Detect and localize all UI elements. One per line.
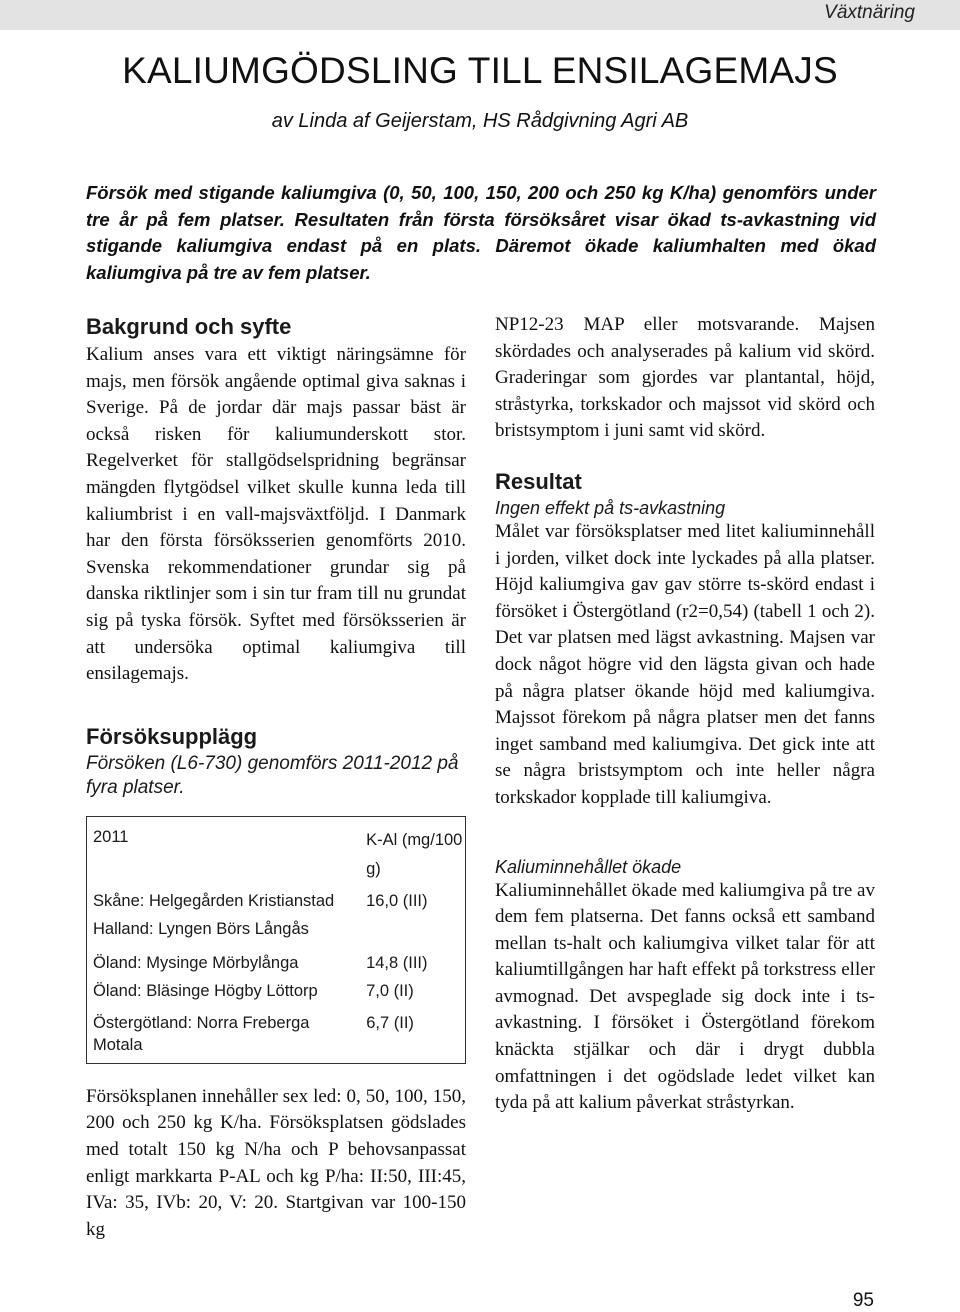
byline: av Linda af Geijerstam, HS Rådgivning Agri AB (271, 110, 689, 132)
lead-paragraph (86, 180, 876, 286)
table-site: Halland: Lyngen Börs Långås (93, 919, 309, 938)
soil-potassium-table (86, 816, 466, 1064)
section-label: Växtnäring (824, 2, 915, 23)
page-number: 95 (852, 1290, 874, 1311)
table-row (87, 915, 465, 943)
table-row (87, 949, 465, 977)
table-column-header: K-Al (mg/100 g) (366, 830, 463, 878)
table-value (366, 918, 465, 940)
table-site: Öland: Mysinge Mörbylånga (93, 953, 299, 972)
header-bar (0, 0, 960, 30)
table-row (87, 887, 465, 915)
table-value: 14,8 (III) (366, 953, 428, 972)
table-value: 16,0 (III) (366, 891, 428, 910)
table-year: 2011 (93, 827, 129, 846)
setup-text: Försöksplanen innehåller sex led: 0, 50, 100, 150, 200 och 250 kg K/ha. Försöksplatsen gödslades med totalt 150 kg N/ha och P behovsanpassat enligt markkarta P-AL och kg P/ha: II:50, III:45, IVa: 35, IVb: 20, V: 20. Startgivan var 100-150 kg (86, 1085, 466, 1240)
lead-text: Försök med stigande kaliumgiva (0, 50, 100, 150, 200 och 250 kg K/ha) genomförs under tre år på fem platser. Resultaten från första försöksåret visar ökad ts-avkastning vid stigande kaliumgiva endast på en plats. Däremot ökade kaliumhalten med ökad kaliumgiva på tre av fem platser. (86, 182, 876, 283)
article-title: KALIUMGÖDSLING TILL ENSILAGEMAJS (122, 50, 838, 91)
results-subheading-potassium: Kaliuminnehållet ökade (495, 856, 682, 877)
table-header-row (87, 823, 465, 887)
table-site: Öland: Bläsinge Högby Löttorp (93, 981, 318, 1000)
setup-subheading: Försöken (L6-730) genomförs 2011-2012 på fyra platser. (86, 752, 459, 798)
table-value: 7,0 (II) (366, 981, 414, 1000)
table-site: Östergötland: Norra Freberga Motala (93, 1013, 310, 1054)
left-column (86, 312, 466, 1243)
background-heading: Bakgrund och syfte (86, 314, 292, 339)
results-text-potassium: Kaliuminnehållet ökade med kaliumgiva på tre av dem fem platserna. Det fanns också ett samband mellan ts-halt och kaliumgiva vilket talar för att kaliumtillgången har haft effekt på torkstress eller avmognad. Det avspeglade sig dock inte i ts-avkastning. I försöket i Östergötland förekom knäckta stjälkar och där i drygt dubbla omfattningen i det ogödslade ledet vilket kan tyda på att kalium påverkat stråstyrkan. (495, 879, 875, 1114)
background-text: Kalium anses vara ett viktigt näringsämne för majs, men försök angående optimal giva saknas i Sverige. På de jordar där majs passar bäst är också risken för kaliumunderskott stor. Regelverket för stallgödselspridning begränsar mängden flytgödsel vilket skulle kunna leda till kaliumbrist i en vall-majsväxtföljd. I Danmark har den första försöksserien genomförts 2010. Svenska rekommendationer grundar sig på danska riktlinjer som i sin tur fram till nu grundat sig på tyska försök. Syftet med försöksserien är att undersöka optimal kaliumgiva till ensilagemajs. (86, 344, 466, 685)
results-text-yield: Målet var försöksplatser med litet kaliuminnehåll i jorden, vilket dock inte lyckades på alla platser. Höjd kaliumgiva gav gav större ts-skörd endast i försöket i Östergötland (r2=0,54) (tabell 1 och 2). Det var platsen med lägst avkastning. Majsen var dock något högre vid den lägsta givan och hade på några platser ökande höjd med kaliumgiva. Majssot förekom på några platser men det fanns inget samband med kaliumgiva. Det gick inte att se några bristsymptom och inte heller några torkskador kopplade till kaliumgiva. (495, 520, 875, 808)
table-site: Skåne: Helgegården Kristianstad (93, 891, 335, 910)
results-heading: Resultat (495, 468, 582, 494)
table-row (87, 977, 465, 1005)
table-value: 6,7 (II) (366, 1013, 414, 1032)
table-row (87, 1009, 465, 1059)
right-column (495, 312, 875, 1117)
setup-heading: Försöksupplägg (86, 723, 258, 749)
setup-continuation: NP12-23 MAP eller motsvarande. Majsen skördades och analyserades på kalium vid skörd. Graderingar som gjordes var plantantal, höjd, stråstyrka, torkskador och majssot vid skörd och bristsymptom i juni samt vid skörd. (495, 314, 875, 442)
results-subheading-yield: Ingen effekt på ts-avkastning (495, 497, 726, 518)
